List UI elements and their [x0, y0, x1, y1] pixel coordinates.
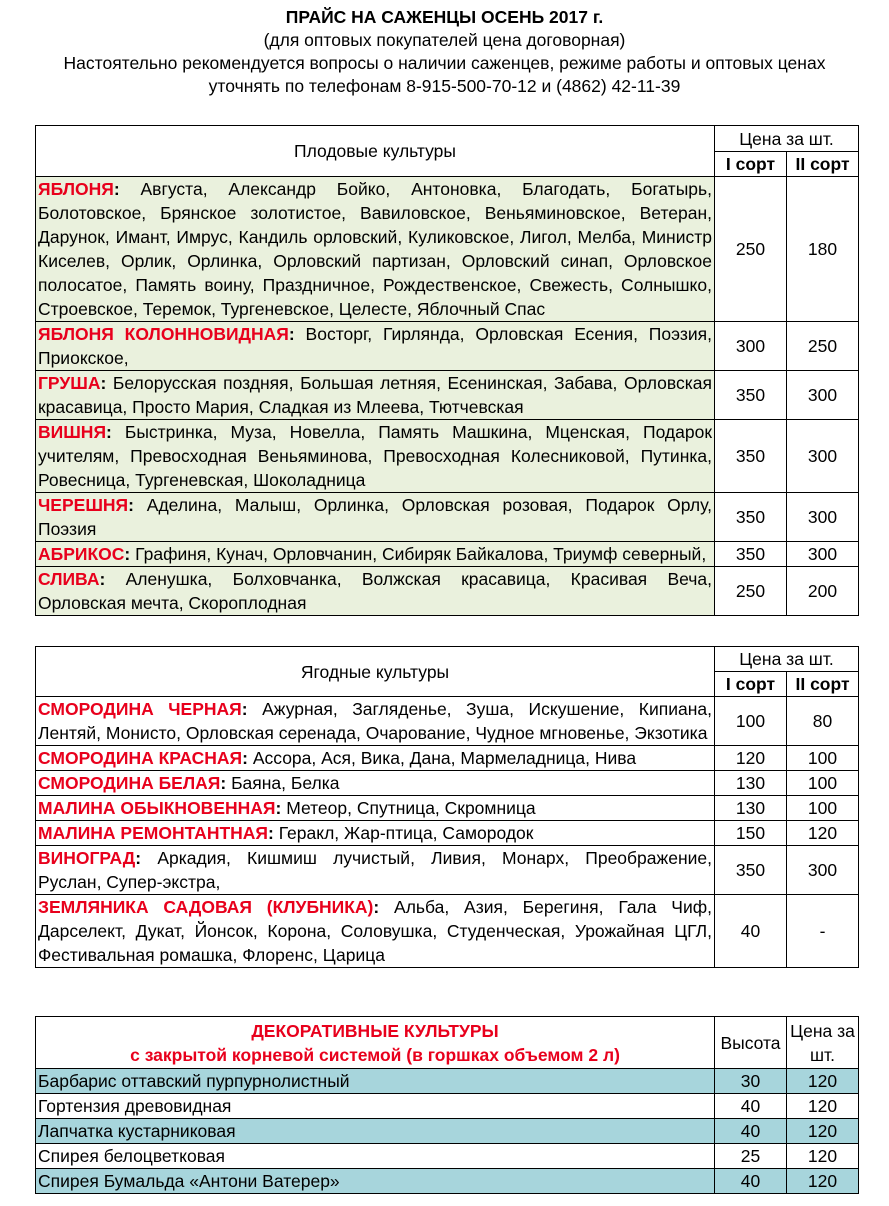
crop-varieties: Аркадия, Кишмиш лучистый, Ливия, Монарх, Преображение, Руслан, Супер-экстра,: [38, 848, 712, 892]
grade2-price: 120: [787, 821, 859, 846]
fruit-grade2-heading: II сорт: [787, 152, 859, 177]
crop-name: ЧЕРЕШНЯ: [38, 495, 129, 515]
crop-row: [36, 746, 859, 771]
crop-varieties: Августа, Александр Бойко, Антоновка, Благодать, Богатырь, Болотовское, Брянское золотистое, Вавиловское, Веньяминовское, Ветеран, Дарунок, Имант, Имрус, Кандиль орловский, Куликовское, Лигол, Мелба, Министр Киселев, Орлик, Орлинка, Орловский партизан, Орловский синап, Орловское полосатое, Память воину, Праздничное, Рождественское, Свежесть, Солнышко, Строевское, Теремок, Тургеневское, Целесте, Яблочный Спас: [38, 179, 712, 319]
crop-description: [36, 746, 715, 771]
crop-name-separator: :: [106, 422, 112, 442]
grade2-price: 300: [787, 493, 859, 542]
crop-description: [36, 846, 715, 895]
plant-name: Спирея Бумальда «Антони Ватерер»: [36, 1169, 715, 1194]
berry-price-table: [35, 646, 859, 968]
decorative-row: [36, 1094, 859, 1119]
grade1-price: 350: [715, 846, 787, 895]
crop-row: [36, 371, 859, 420]
crop-row: [36, 697, 859, 746]
grade1-price: 250: [715, 177, 787, 322]
grade2-price: 300: [787, 420, 859, 493]
grade2-price: 250: [787, 322, 859, 371]
plant-price: 120: [787, 1094, 859, 1119]
plant-name: Гортензия древовидная: [36, 1094, 715, 1119]
crop-row: [36, 493, 859, 542]
grade1-price: 250: [715, 567, 787, 616]
crop-name-separator: :: [275, 798, 282, 818]
crop-name-separator: :: [373, 897, 380, 917]
crop-name-separator: :: [241, 699, 248, 719]
plant-height: 25: [715, 1144, 787, 1169]
plant-name: Барбарис оттавский пурпурнолистный: [36, 1069, 715, 1094]
grade2-price: -: [787, 895, 859, 968]
plant-height: 30: [715, 1069, 787, 1094]
notice-line-2: уточнять по телефонам 8-915-500-70-12 и (4862) 42-11-39: [208, 76, 681, 96]
page-title: ПРАЙС НА САЖЕНЦЫ ОСЕНЬ 2017 г.: [285, 7, 604, 27]
crop-varieties: Альба, Азия, Берегиня, Гала Чиф, Дарселект, Дукат, Йонсок, Корона, Соловушка, Студенческая, Урожайная ЦГЛ, Фестивальная ромашка, Флоренс, Царица: [38, 897, 712, 965]
grade1-price: 300: [715, 322, 787, 371]
grade1-price: 350: [715, 542, 787, 567]
crop-description: [36, 322, 715, 371]
grade1-price: 150: [715, 821, 787, 846]
crop-description: [36, 771, 715, 796]
crop-varieties: Ажурная, Загляденье, Зуша, Искушение, Кипиана, Лентяй, Монисто, Орловская серенада, Очарование, Чудное мгновенье, Экзотика: [38, 699, 712, 743]
grade1-price: 350: [715, 493, 787, 542]
crop-name: МАЛИНА РЕМОНТАНТНАЯ: [38, 823, 269, 843]
crop-row: [36, 567, 859, 616]
crop-name-separator: :: [124, 544, 131, 564]
crop-description: [36, 697, 715, 746]
crop-name-separator: :: [128, 495, 134, 515]
grade1-price: 350: [715, 371, 787, 420]
crop-varieties: Белорусская поздняя, Большая летняя, Есенинская, Забава, Орловская красавица, Просто Мария, Сладкая из Млеева, Тютчевская: [38, 373, 712, 417]
fruit-heading: Плодовые культуры: [36, 126, 715, 177]
grade1-price: 130: [715, 771, 787, 796]
grade2-price: 100: [787, 771, 859, 796]
crop-varieties: Метеор, Спутница, Скромница: [286, 798, 536, 818]
grade2-price: 100: [787, 746, 859, 771]
plant-price: 120: [787, 1119, 859, 1144]
berry-price-heading: Цена за шт.: [715, 647, 859, 672]
crop-varieties: Баяна, Белка: [231, 773, 340, 793]
page-header: [0, 6, 889, 98]
crop-name-separator: :: [268, 823, 274, 843]
crop-row: [36, 846, 859, 895]
crop-description: [36, 895, 715, 968]
grade2-price: 200: [787, 567, 859, 616]
fruit-price-table: [35, 125, 859, 616]
crop-name-separator: :: [288, 324, 295, 344]
grade2-price: 100: [787, 796, 859, 821]
decorative-price-heading: Цена за шт.: [787, 1017, 859, 1069]
crop-name: СМОРОДИНА КРАСНАЯ: [38, 748, 243, 768]
crop-name: ЯБЛОНЯ: [38, 179, 114, 199]
crop-name: МАЛИНА ОБЫКНОВЕННАЯ: [38, 798, 276, 818]
crop-name: СМОРОДИНА ЧЕРНАЯ: [38, 699, 242, 719]
crop-varieties: Восторг, Гирлянда, Орловская Есения, Поэзия, Приокское,: [38, 324, 712, 368]
crop-name: ЗЕМЛЯНИКА САДОВАЯ (КЛУБНИКА): [38, 897, 374, 917]
crop-name: СЛИВА: [38, 569, 100, 589]
decorative-heading: [36, 1017, 715, 1069]
crop-name-separator: :: [99, 569, 106, 589]
plant-name: Лапчатка кустарниковая: [36, 1119, 715, 1144]
decorative-price-table: [35, 1016, 859, 1194]
grade2-price: 300: [787, 371, 859, 420]
plant-height: 40: [715, 1169, 787, 1194]
grade2-price: 80: [787, 697, 859, 746]
fruit-price-heading: Цена за шт.: [715, 126, 859, 152]
crop-name-separator: :: [242, 748, 248, 768]
crop-description: [36, 420, 715, 493]
grade2-price: 180: [787, 177, 859, 322]
grade2-price: 300: [787, 542, 859, 567]
grade1-price: 350: [715, 420, 787, 493]
height-heading: Высота: [715, 1017, 787, 1069]
plant-height: 40: [715, 1119, 787, 1144]
crop-varieties: Графиня, Кунач, Орловчанин, Сибиряк Байкалова, Триумф северный,: [135, 544, 707, 564]
crop-row: [36, 322, 859, 371]
crop-varieties: Геракл, Жар-птица, Самородок: [278, 823, 534, 843]
berry-heading: Ягодные культуры: [36, 647, 715, 697]
grade1-price: 40: [715, 895, 787, 968]
plant-price: 120: [787, 1144, 859, 1169]
decorative-title: ДЕКОРАТИВНЫЕ КУЛЬТУРЫ: [251, 1020, 499, 1041]
decorative-row: [36, 1069, 859, 1094]
crop-name: СМОРОДИНА БЕЛАЯ: [38, 773, 221, 793]
crop-description: [36, 542, 715, 567]
crop-varieties: Аделина, Малыш, Орлинка, Орловская розовая, Подарок Орлу, Поэзия: [38, 495, 712, 539]
crop-description: [36, 177, 715, 322]
fruit-grade1-heading: I сорт: [715, 152, 787, 177]
grade1-price: 130: [715, 796, 787, 821]
crop-name-separator: :: [113, 179, 120, 199]
crop-description: [36, 796, 715, 821]
crop-row: [36, 177, 859, 322]
decorative-row: [36, 1169, 859, 1194]
crop-varieties: Быстринка, Муза, Новелла, Память Машкина, Мценская, Подарок учителям, Превосходная Веньяминова, Превосходная Колесниковой, Путинка, Ровесница, Тургеневская, Шоколадница: [38, 422, 712, 490]
crop-varieties: Аленушка, Болховчанка, Волжская красавица, Красивая Веча, Орловская мечта, Скороплодная: [38, 569, 712, 613]
crop-row: [36, 542, 859, 567]
plant-price: 120: [787, 1169, 859, 1194]
berry-grade2-heading: II сорт: [787, 672, 859, 697]
grade1-price: 100: [715, 697, 787, 746]
crop-row: [36, 895, 859, 968]
crop-name: АБРИКОС: [38, 544, 125, 564]
grade2-price: 300: [787, 846, 859, 895]
plant-price: 120: [787, 1069, 859, 1094]
grade1-price: 120: [715, 746, 787, 771]
crop-name-separator: :: [135, 848, 142, 868]
crop-row: [36, 796, 859, 821]
plant-name: Спирея белоцветковая: [36, 1144, 715, 1169]
crop-row: [36, 420, 859, 493]
page-subtitle: (для оптовых покупателей цена договорная): [263, 30, 626, 50]
crop-description: [36, 371, 715, 420]
crop-row: [36, 771, 859, 796]
berry-grade1-heading: I сорт: [715, 672, 787, 697]
crop-row: [36, 821, 859, 846]
crop-description: [36, 493, 715, 542]
decorative-subtitle: с закрытой корневой системой (в горшках объемом 2 л): [130, 1044, 620, 1065]
crop-description: [36, 567, 715, 616]
crop-varieties: Ассора, Ася, Вика, Дана, Мармеладница, Нива: [252, 748, 637, 768]
decorative-row: [36, 1119, 859, 1144]
crop-name-separator: :: [220, 773, 227, 793]
crop-description: [36, 821, 715, 846]
plant-height: 40: [715, 1094, 787, 1119]
notice-line-1: Настоятельно рекомендуется вопросы о наличии саженцев, режиме работы и оптовых ценах: [63, 53, 826, 73]
decorative-row: [36, 1144, 859, 1169]
crop-name: ГРУША: [38, 373, 101, 393]
crop-name: ВИШНЯ: [38, 422, 107, 442]
crop-name-separator: :: [100, 373, 107, 393]
crop-name: ВИНОГРАД: [38, 848, 136, 868]
crop-name: ЯБЛОНЯ КОЛОННОВИДНАЯ: [38, 324, 289, 344]
